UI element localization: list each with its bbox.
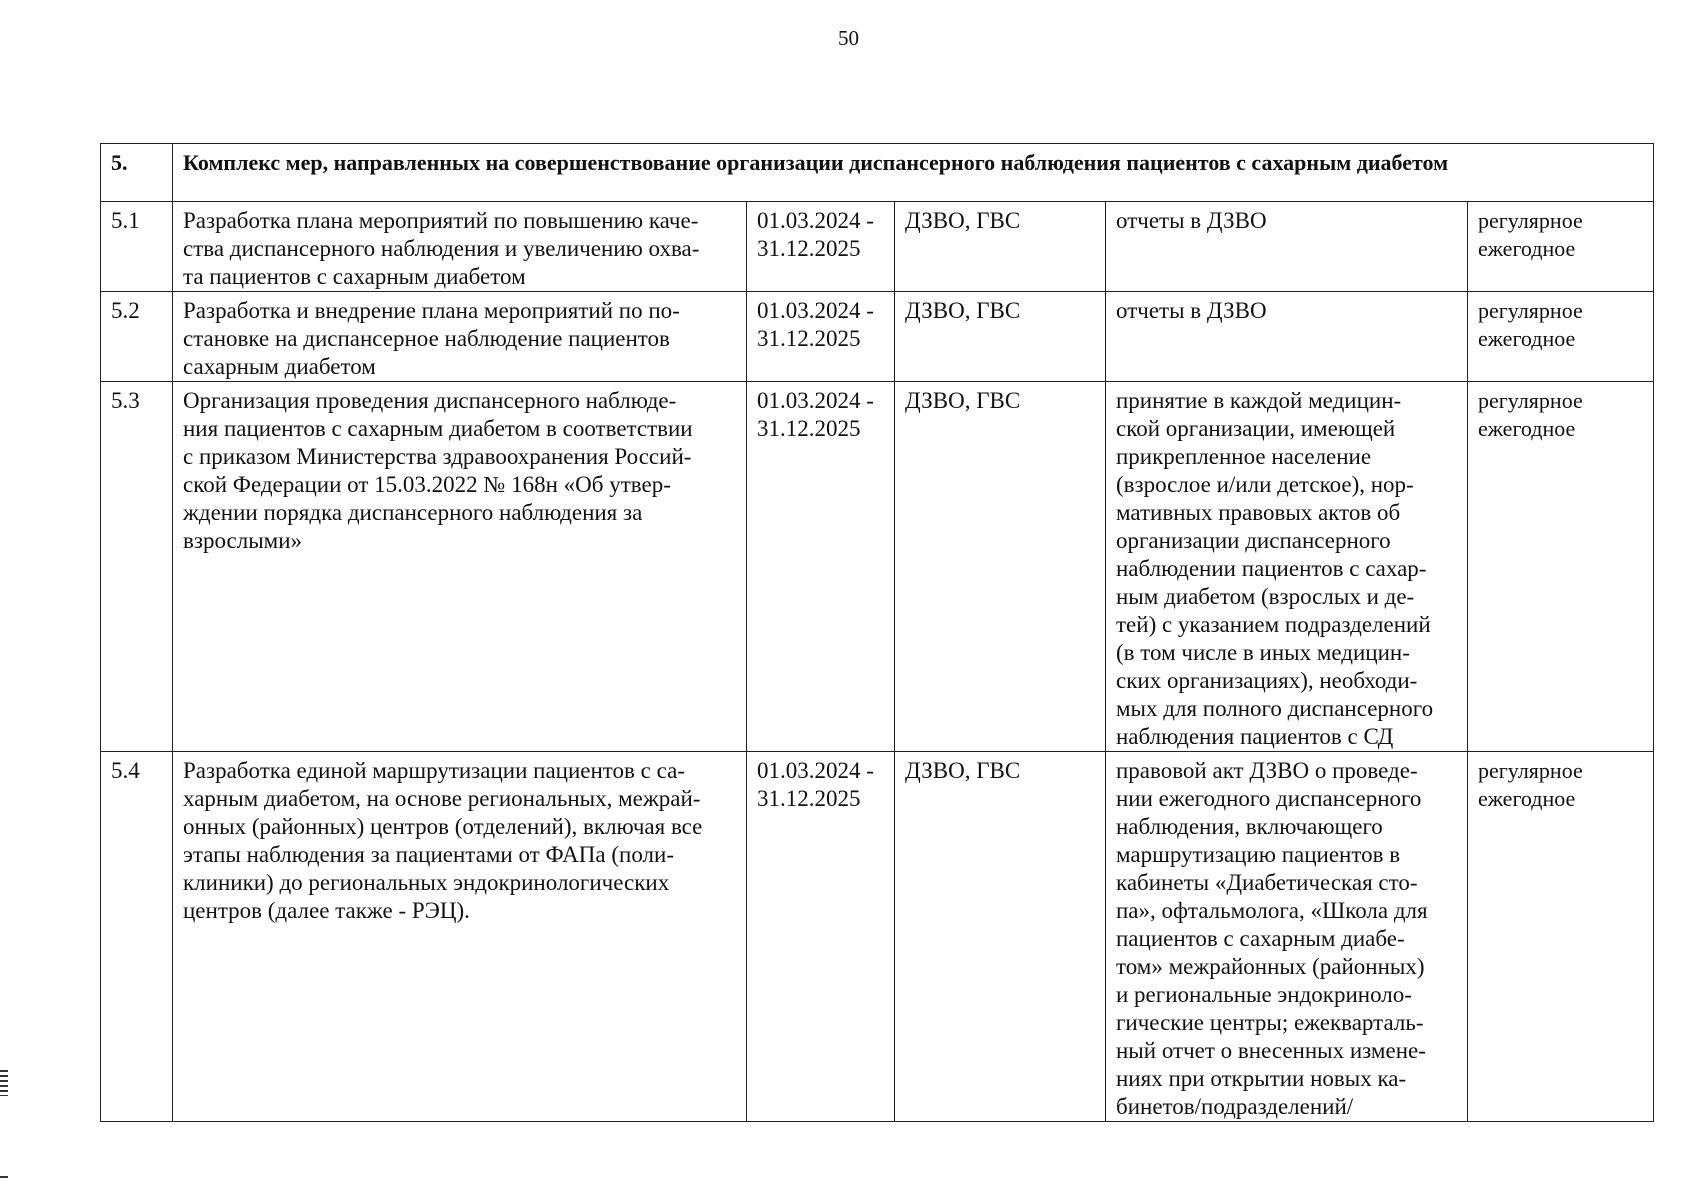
row-responsible: ДЗВО, ГВС xyxy=(895,202,1106,292)
row-frequency: регулярное ежегодное xyxy=(1468,752,1654,1122)
row-number: 5.3 xyxy=(101,382,173,752)
section-title: Комплекс мер, направленных на совершенствование организации диспансерного наблюдения пациентов с сахарным диабетом xyxy=(173,144,1654,202)
row-responsible: ДЗВО, ГВС xyxy=(895,752,1106,1122)
scan-edge-mark xyxy=(0,1070,8,1096)
row-period: 01.03.2024 - 31.12.2025 xyxy=(747,382,895,752)
row-outcome: отчеты в ДЗВО xyxy=(1106,292,1468,382)
section-header-row xyxy=(101,144,1654,202)
row-number: 5.2 xyxy=(101,292,173,382)
activities-table xyxy=(100,143,1654,1122)
page-number: 50 xyxy=(838,26,859,50)
table-row xyxy=(101,382,1654,752)
row-responsible: ДЗВО, ГВС xyxy=(895,382,1106,752)
table-row xyxy=(101,292,1654,382)
row-outcome: правовой акт ДЗВО о проведе- нии ежегодного диспансерного наблюдения, включающего маршрутизацию пациентов в кабинеты «Диабетическая сто- па», офтальмолога, «Школа для пациентов с сахарным диабе- том» межрайонных (районных) и региональные эндокриноло- гические центры; ежекварталь- ный отчет о внесенных измене- ниях при открытии новых ка- бинетов/подразделений/ xyxy=(1106,752,1468,1122)
row-period: 01.03.2024 - 31.12.2025 xyxy=(747,292,895,382)
row-action: Разработка и внедрение плана мероприятий по по- становке на диспансерное наблюдение пациентов сахарным диабетом xyxy=(173,292,747,382)
row-frequency: регулярное ежегодное xyxy=(1468,202,1654,292)
row-outcome: отчеты в ДЗВО xyxy=(1106,202,1468,292)
row-action: Разработка единой маршрутизации пациентов с са- харным диабетом, на основе региональных, межрай- онных (районных) центров (отделений), включая все этапы наблюдения за пациентами от ФАПа (поли- клиники) до региональных эндокринологических центров (далее также - РЭЦ). xyxy=(173,752,747,1122)
table-row xyxy=(101,752,1654,1122)
row-period: 01.03.2024 - 31.12.2025 xyxy=(747,752,895,1122)
row-action: Разработка плана мероприятий по повышению каче- ства диспансерного наблюдения и увеличению охва- та пациентов с сахарным диабетом xyxy=(173,202,747,292)
row-responsible: ДЗВО, ГВС xyxy=(895,292,1106,382)
row-number: 5.1 xyxy=(101,202,173,292)
row-period: 01.03.2024 - 31.12.2025 xyxy=(747,202,895,292)
section-number: 5. xyxy=(101,144,173,202)
scan-edge-tick xyxy=(0,1176,8,1178)
table-row xyxy=(101,202,1654,292)
row-outcome: принятие в каждой медицин- ской организации, имеющей прикрепленное население (взрослое и/или детское), нор- мативных правовых актов об организации диспансерного наблюдении пациентов с сахар- ным диабетом (взрослых и де- тей) с указанием подразделений (в том числе в иных медицин- ских организациях), необходи- мых для полного диспансерного наблюдения пациентов с СД xyxy=(1106,382,1468,752)
row-frequency: регулярное ежегодное xyxy=(1468,292,1654,382)
row-action: Организация проведения диспансерного наблюде- ния пациентов с сахарным диабетом в соответствии с приказом Министерства здравоохранения Россий- ской Федерации от 15.03.2022 № 168н «Об утвер- ждении порядка диспансерного наблюдения за взрослыми» xyxy=(173,382,747,752)
row-frequency: регулярное ежегодное xyxy=(1468,382,1654,752)
row-number: 5.4 xyxy=(101,752,173,1122)
